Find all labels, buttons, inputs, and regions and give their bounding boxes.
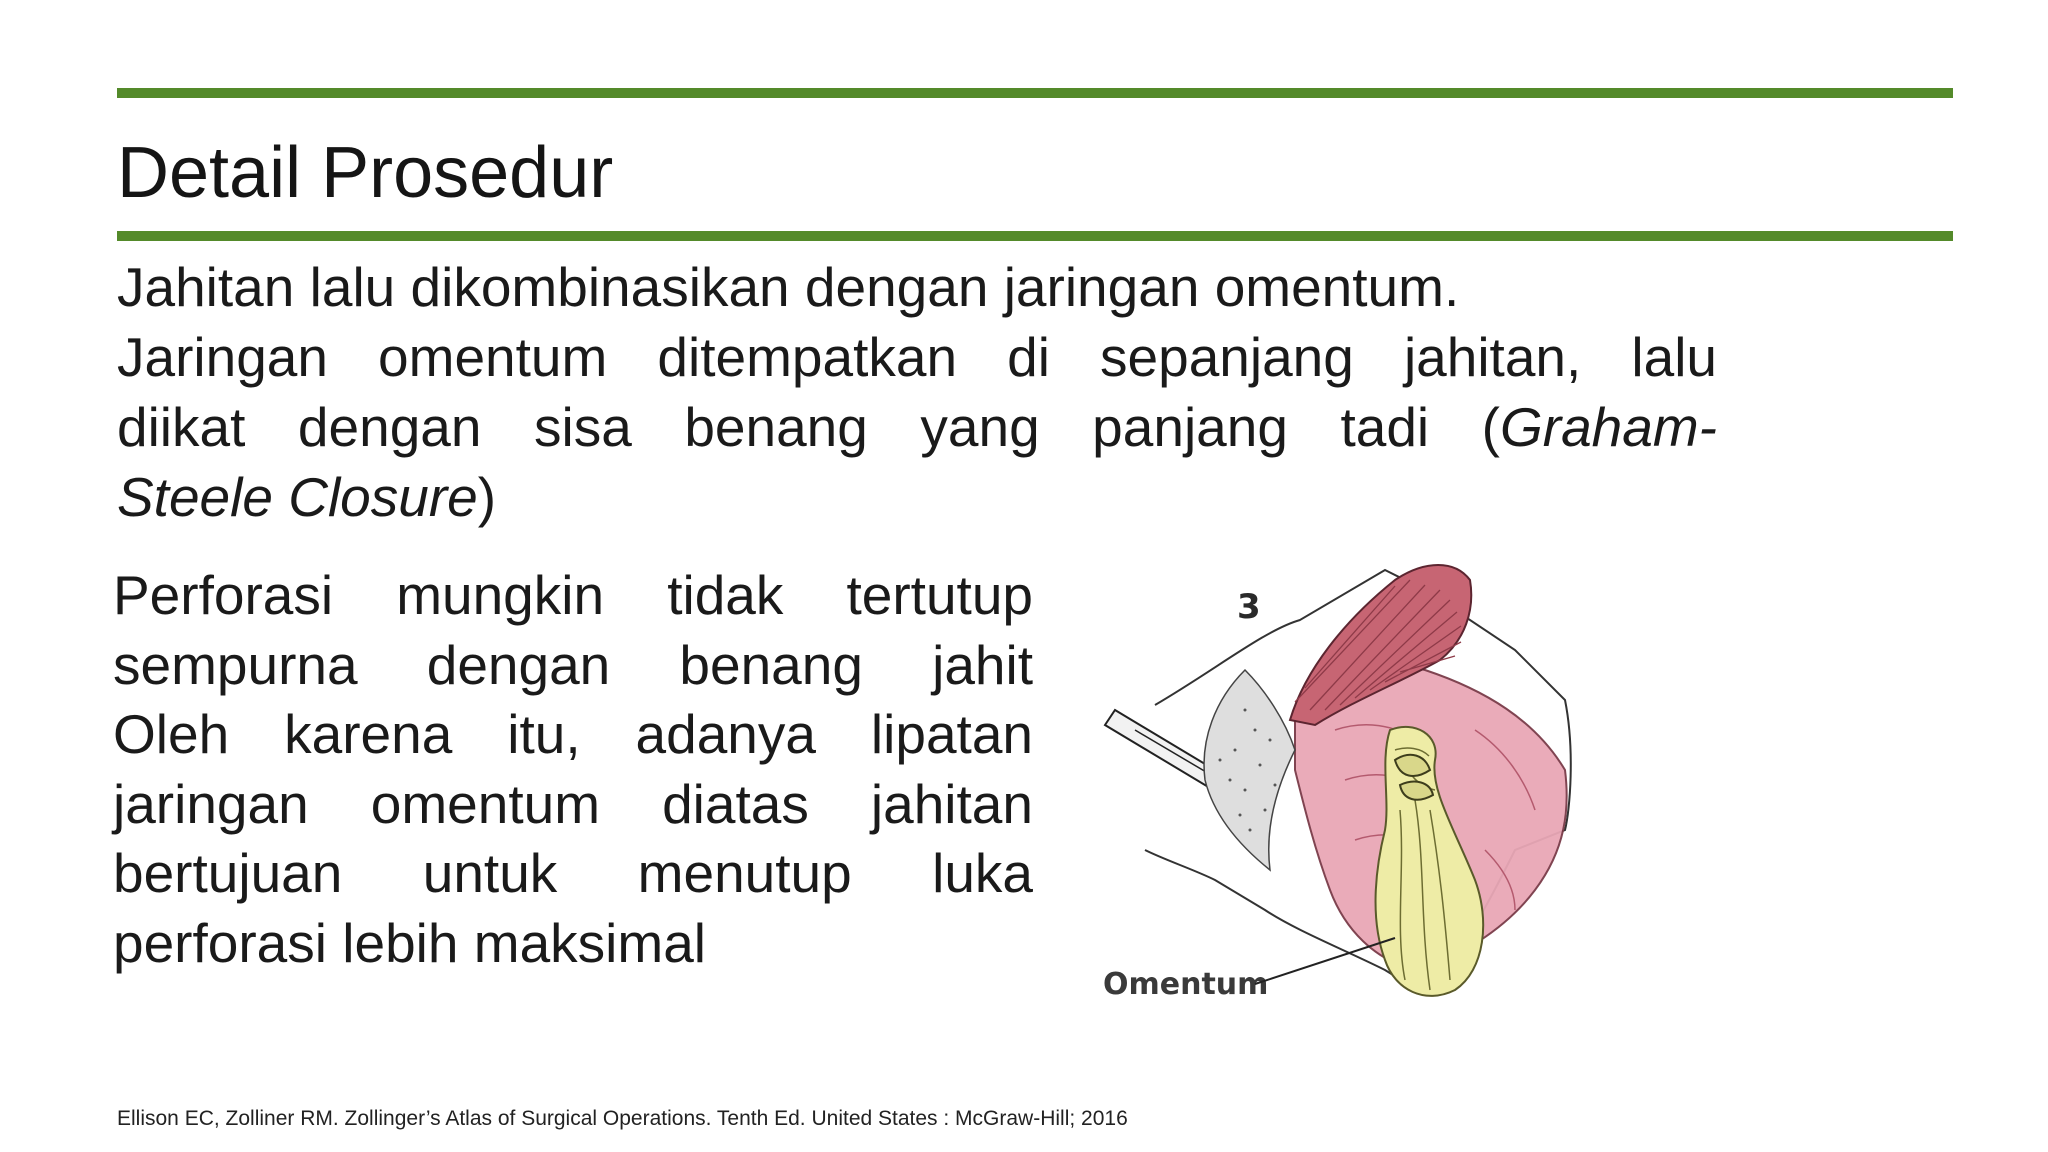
closure-name-italic: Graham- <box>1500 396 1717 458</box>
citation: Ellison EC, Zolliner RM. Zollinger’s Atlas of Surgical Operations. Tenth Ed. United States : McGraw-Hill; 2016 <box>117 1107 1128 1130</box>
paragraph-line: jaringan omentum diatas jahitan <box>113 772 1033 835</box>
paragraph-text: ) <box>477 466 497 528</box>
paragraph-line: Jaringan omentum ditempatkan di sepanjang jahitan, lalu <box>117 326 1717 388</box>
paragraph-line: sempurna dengan benang jahit <box>113 633 1033 696</box>
title-bottom-rule <box>117 231 1953 241</box>
paragraph-line <box>117 392 1717 462</box>
procedure-paragraph <box>117 252 1717 532</box>
title-top-rule <box>117 88 1953 98</box>
paragraph-line: Perforasi mungkin tidak tertutup <box>113 564 1033 626</box>
paragraph-line: perforasi lebih maksimal <box>113 911 706 974</box>
paragraph-line: Oleh karena itu, adanya lipatan <box>113 703 1033 765</box>
paragraph-line <box>117 462 1717 532</box>
page-title: Detail Prosedur <box>117 133 614 213</box>
surgical-illustration <box>1095 550 1685 1020</box>
closure-name-italic: Steele Closure <box>117 466 478 528</box>
liver-edge <box>1204 670 1295 870</box>
omentum-leader-line <box>1255 938 1395 984</box>
figure-number: 3 <box>1237 587 1261 627</box>
omentum-label: Omentum <box>1103 967 1269 1002</box>
surgical-illustration-drawing <box>1095 550 1685 1020</box>
paragraph-line: Jahitan lalu dikombinasikan dengan jaringan omentum. <box>117 256 1460 318</box>
perforation-paragraph <box>113 561 1033 978</box>
paragraph-line: bertujuan untuk menutup luka <box>113 842 1033 904</box>
paragraph-text: diikat dengan sisa benang yang panjang tadi ( <box>117 396 1500 458</box>
